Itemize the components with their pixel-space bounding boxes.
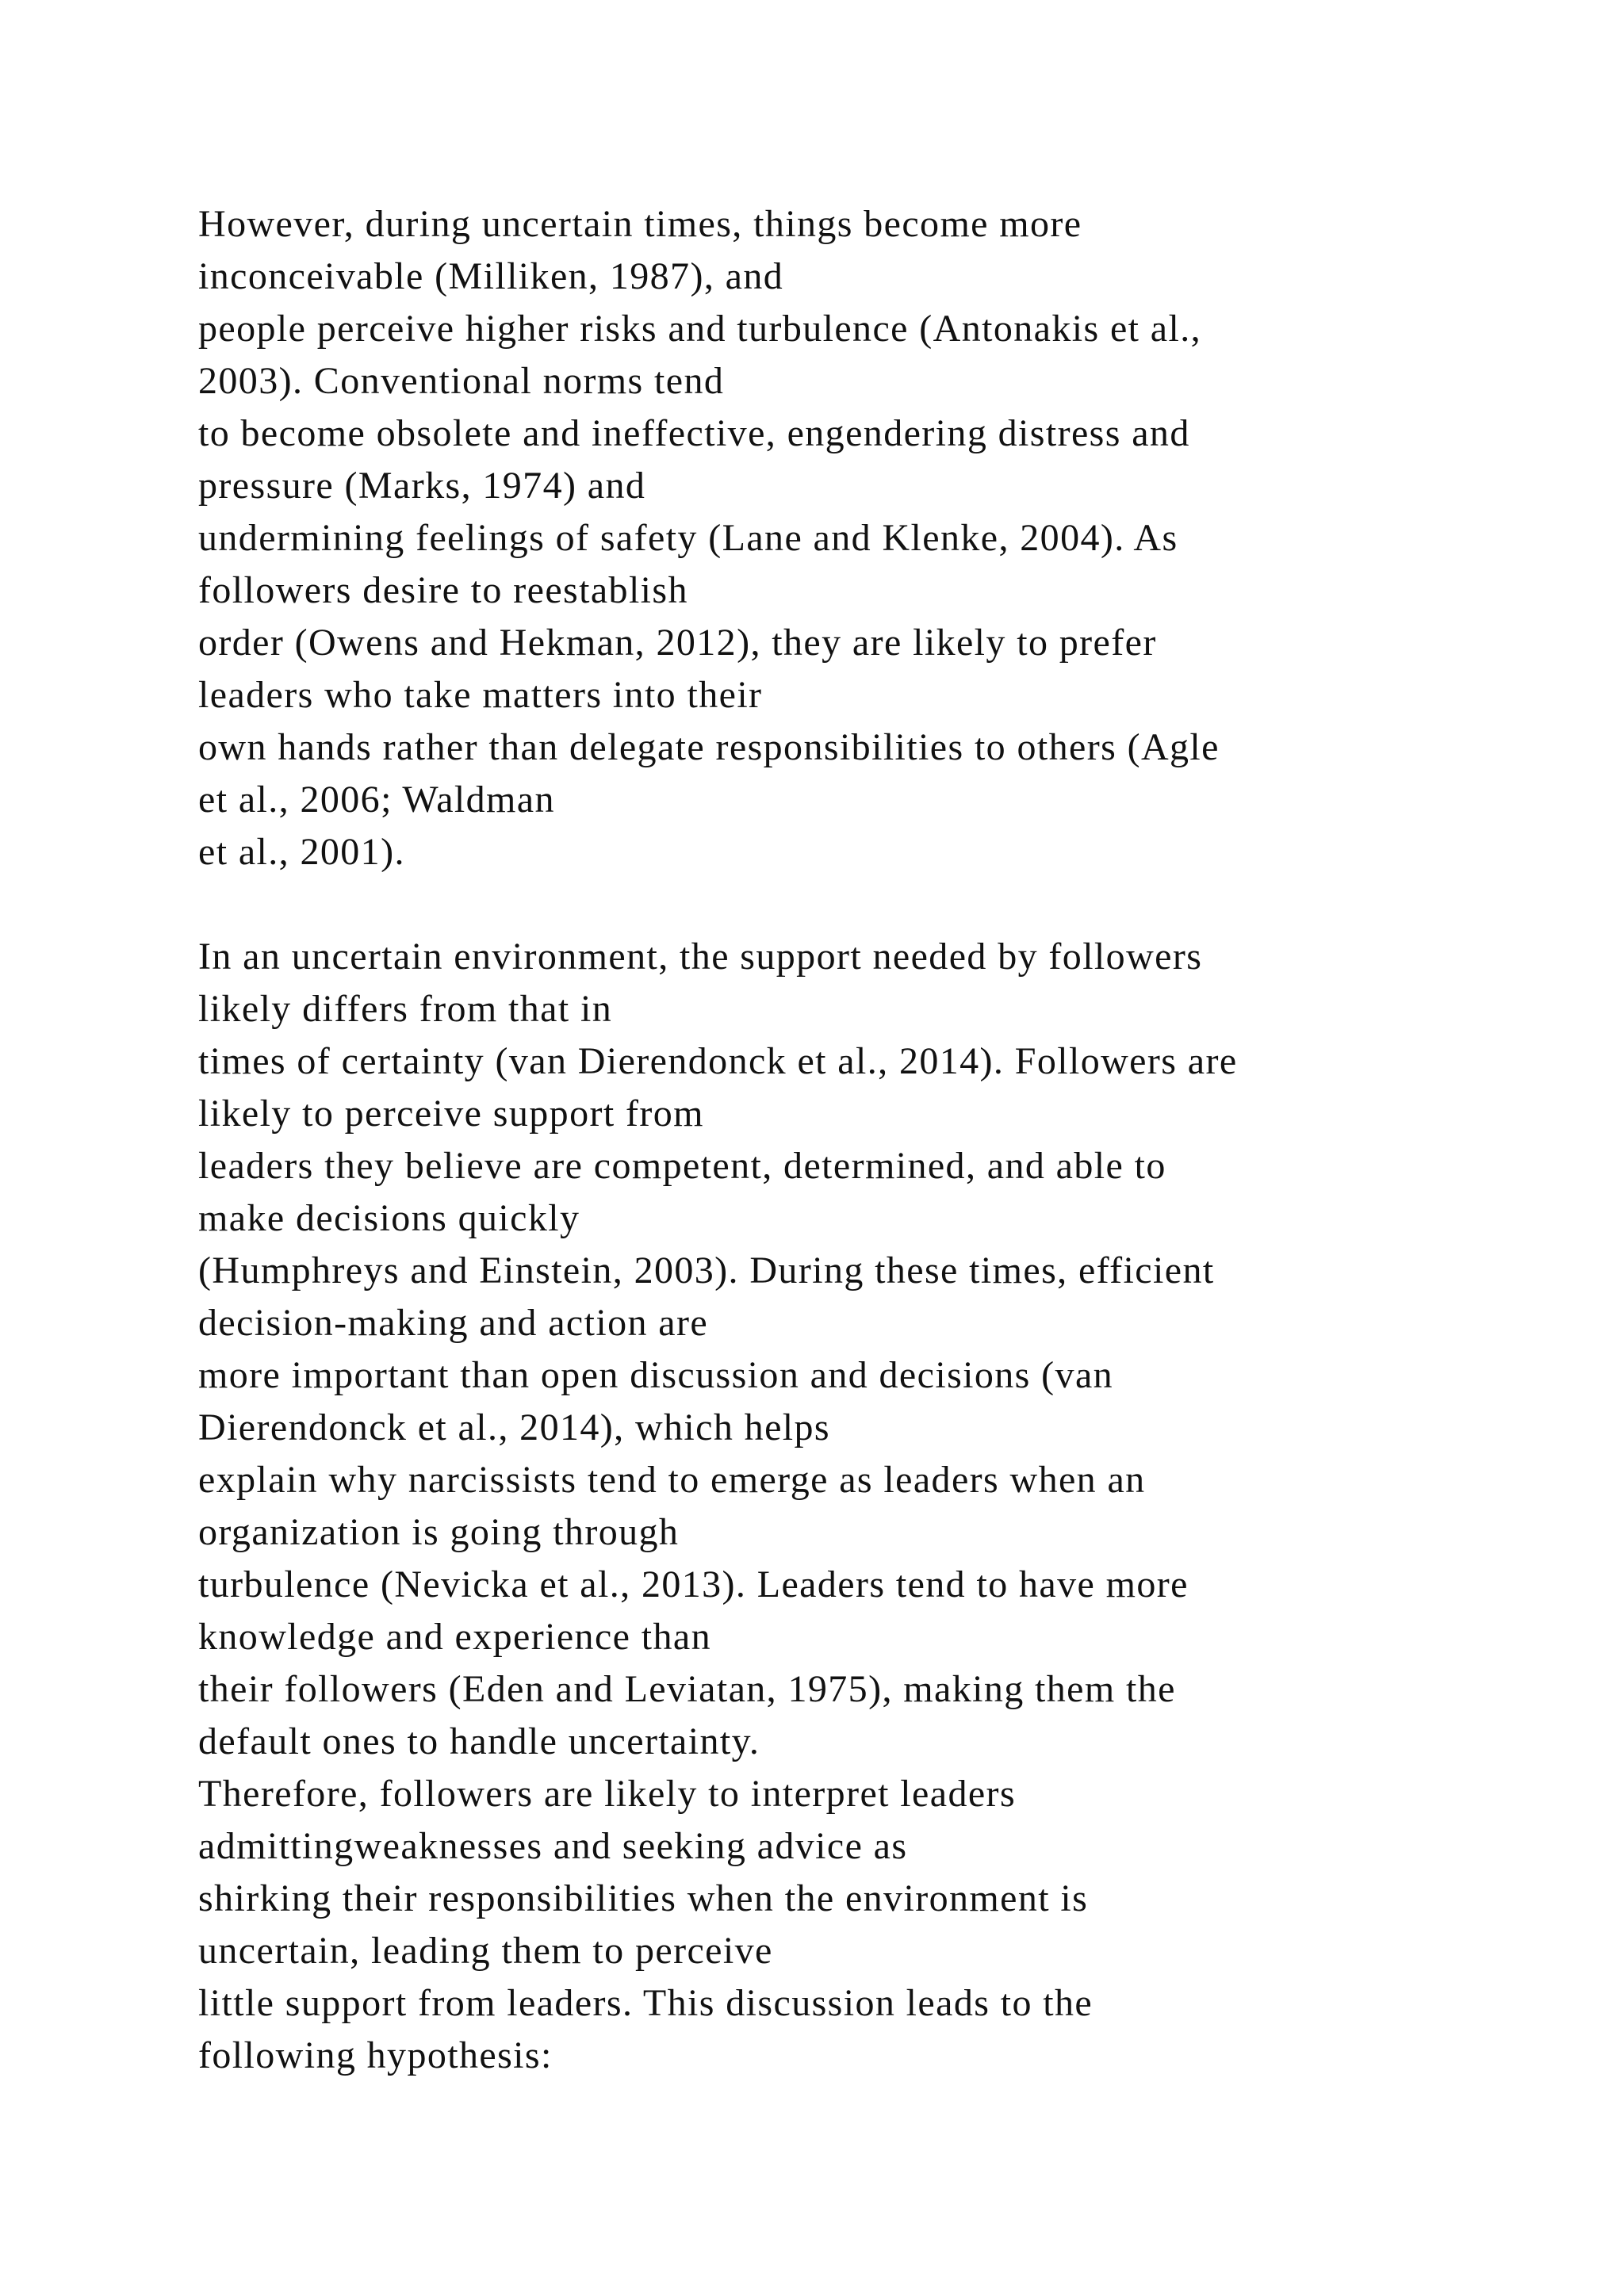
text-line: to become obsolete and ineffective, engendering distress and [198,412,1190,454]
text-line: little support from leaders. This discussion leads to the [198,1982,1094,2024]
text-line: people perceive higher risks and turbulence (Antonakis et al., [198,308,1202,350]
text-line: Dierendonck et al., 2014), which helps [198,1406,830,1448]
paragraph-uncertain-times [198,198,1594,878]
text-line: shirking their responsibilities when the environment is [198,1877,1089,1919]
text-line: leaders they believe are competent, determined, and able to [198,1145,1166,1187]
text-line: likely differs from that in [198,988,613,1030]
text-line: times of certainty (van Dierendonck et al., 2014). Followers are [198,1040,1238,1082]
text-line: inconceivable (Milliken, 1987), and [198,255,784,297]
text-line: uncertain, leading them to perceive [198,1930,773,1972]
text-line: knowledge and experience than [198,1616,711,1658]
text-line: following hypothesis: [198,2034,553,2076]
text-line: their followers (Eden and Leviatan, 1975), making them the [198,1668,1176,1710]
text-line: likely to perceive support from [198,1093,704,1135]
paragraph-uncertain-environment [198,931,1594,2082]
text-line: explain why narcissists tend to emerge as leaders when an [198,1459,1146,1501]
text-line: pressure (Marks, 1974) and [198,465,646,507]
text-line: 2003). Conventional norms tend [198,360,725,402]
text-line: In an uncertain environment, the support needed by followers [198,936,1203,978]
text-line: et al., 2001). [198,831,405,873]
text-line: leaders who take matters into their [198,674,763,716]
text-line: et al., 2006; Waldman [198,779,555,821]
text-line: admittingweaknesses and seeking advice as [198,1825,908,1867]
text-line: (Humphreys and Einstein, 2003). During these times, efficient [198,1249,1215,1292]
text-line: undermining feelings of safety (Lane and Klenke, 2004). As [198,517,1178,559]
text-line: order (Owens and Hekman, 2012), they are likely to prefer [198,622,1157,664]
text-line: followers desire to reestablish [198,569,688,611]
text-line: turbulence (Nevicka et al., 2013). Leaders tend to have more [198,1563,1189,1605]
text-line: Therefore, followers are likely to interpret leaders [198,1773,1017,1815]
text-line: However, during uncertain times, things become more [198,203,1082,245]
text-line: organization is going through [198,1511,680,1553]
text-line: default ones to handle uncertainty. [198,1720,760,1762]
text-line: make decisions quickly [198,1197,580,1239]
text-line: own hands rather than delegate responsibilities to others (Agle [198,726,1220,768]
text-line: more important than open discussion and decisions (van [198,1354,1114,1396]
text-line: decision-making and action are [198,1302,709,1344]
